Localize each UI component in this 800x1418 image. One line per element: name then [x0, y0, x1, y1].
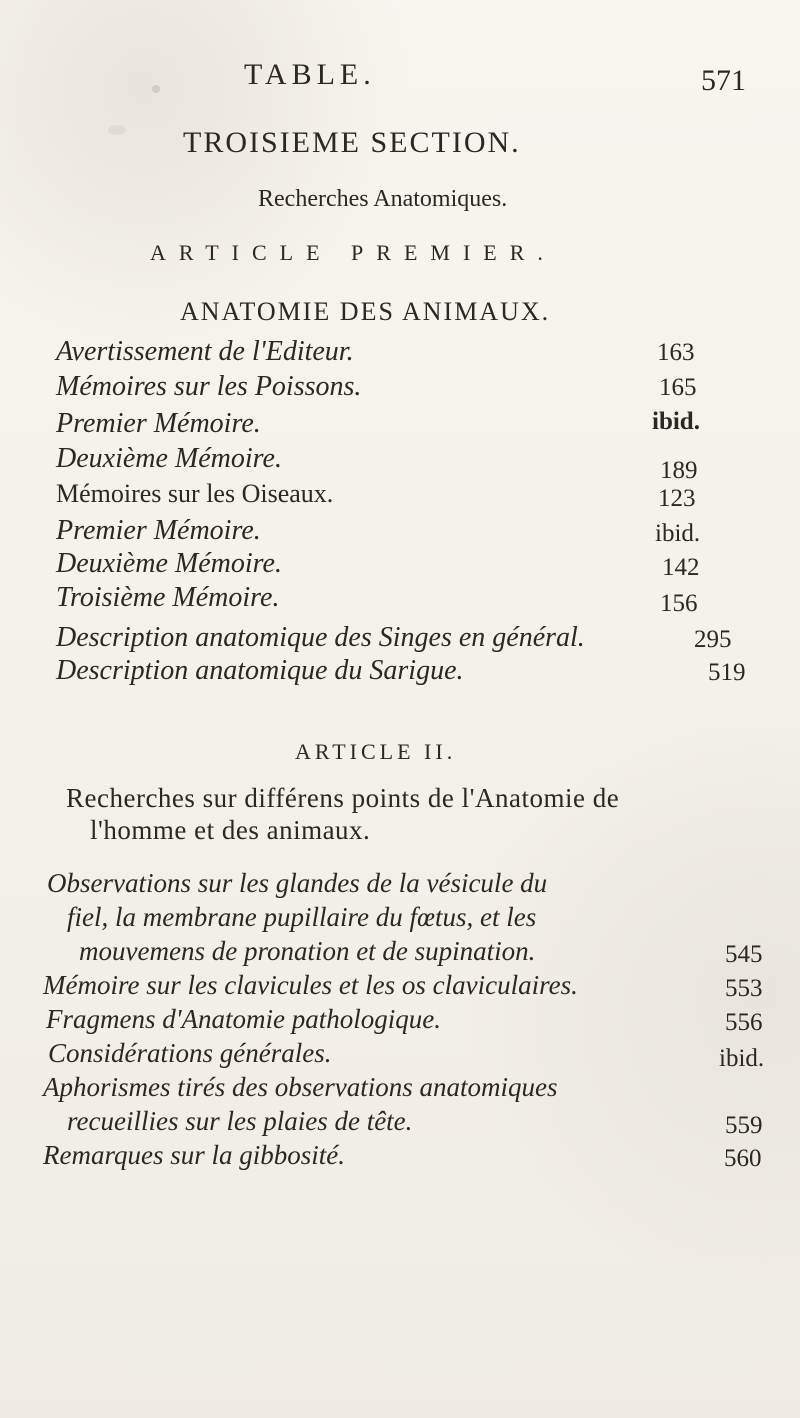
article-two-entry-line: Fragmens d'Anatomie pathologique. — [46, 1004, 441, 1034]
paper-stain — [108, 125, 126, 135]
toc-page-number: 142 — [662, 554, 700, 581]
page-number: 571 — [701, 64, 746, 97]
toc-page-number: 295 — [694, 626, 732, 653]
article-two-page-number: ibid. — [719, 1045, 765, 1072]
article-two-page-number: 545 — [725, 941, 763, 968]
toc-page-number: 189 — [660, 457, 698, 484]
article-two-page-number: 559 — [725, 1112, 763, 1139]
toc-page-number: 165 — [659, 374, 697, 401]
toc-entry: Troisième Mémoire. — [56, 582, 280, 613]
toc-page-number: 123 — [658, 485, 696, 512]
article-two-entry-line: Remarques sur la gibbosité. — [43, 1140, 345, 1170]
page-header-title: TABLE. — [244, 58, 376, 91]
article-two-entry-line: Mémoire sur les clavicules et les os claviculaires. — [43, 970, 578, 1000]
article-one-title: ARTICLE PREMIER. — [150, 240, 556, 265]
article-two-entry-line: fiel, la membrane pupillaire du fœtus, et les — [67, 902, 537, 932]
toc-page-number: ibid. — [655, 520, 701, 547]
article-two-entry-line: Observations sur les glandes de la vésicule du — [47, 868, 548, 898]
toc-entry: Premier Mémoire. — [56, 515, 261, 546]
toc-page-number: ibid. — [652, 408, 700, 435]
article-two-page-number: 556 — [725, 1009, 763, 1036]
toc-page-number: 519 — [708, 659, 746, 686]
toc-page-number: 156 — [660, 590, 698, 617]
article-two-title: ARTICLE II. — [295, 739, 457, 764]
section-subtitle: Recherches Anatomiques. — [258, 186, 508, 212]
toc-page-number: 163 — [657, 339, 695, 366]
paper-stain — [152, 85, 160, 93]
article-two-entry-line: Aphorismes tirés des observations anatomiques — [43, 1072, 558, 1102]
article-two-page-number: 560 — [724, 1145, 762, 1172]
toc-entry: Description anatomique du Sarigue. — [56, 655, 464, 686]
toc-entry: Deuxième Mémoire. — [56, 548, 282, 579]
toc-entry: Mémoires sur les Poissons. — [56, 371, 362, 402]
article-one-heading: ANATOMIE DES ANIMAUX. — [180, 297, 551, 326]
toc-entry: Premier Mémoire. — [56, 408, 261, 439]
article-two-page-number: 553 — [725, 975, 763, 1002]
article-two-description: Recherches sur différens points de l'Anatomie de — [66, 783, 620, 813]
article-two-entry-line: Considérations générales. — [48, 1038, 332, 1068]
article-two-description: l'homme et des animaux. — [90, 815, 371, 845]
article-two-entry-line: recueillies sur les plaies de tête. — [67, 1106, 413, 1136]
section-title: TROISIEME SECTION. — [183, 126, 521, 159]
toc-entry: Description anatomique des Singes en général. — [56, 622, 585, 653]
article-two-entry-line: mouvemens de pronation et de supination. — [79, 936, 536, 966]
toc-entry: Avertissement de l'Editeur. — [56, 336, 354, 367]
toc-entry: Deuxième Mémoire. — [56, 443, 282, 474]
toc-entry: Mémoires sur les Oiseaux. — [56, 479, 334, 508]
